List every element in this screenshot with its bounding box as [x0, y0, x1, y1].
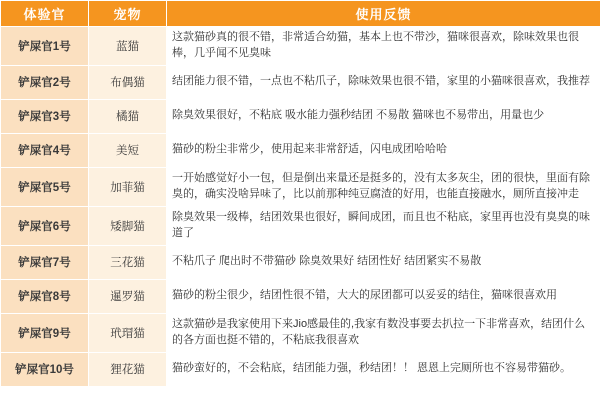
cell-feedback: 这款猫砂真的很不错，非常适合幼猫，基本上也不带沙，猫咪很喜欢，除味效果也很棒，几乎闻不见臭味: [167, 27, 600, 66]
cell-feedback: 不粘爪子 爬出时不带猫砂 除臭效果好 结团性好 结团紧实不易散: [167, 245, 600, 279]
cell-pet: 狸花猫: [89, 352, 167, 386]
cell-user: 铲屎官7号: [1, 245, 89, 279]
table-row: [1, 65, 600, 99]
cell-feedback: 除臭效果很好，不粘底 吸水能力强秒结团 不易散 猫咪也不易带出，用量也少: [167, 99, 600, 133]
cell-pet: 美短: [89, 133, 167, 167]
cell-user: 铲屎官2号: [1, 65, 89, 99]
cell-feedback: 猫砂的粉尘非常少，使用起来非常舒适，闪电成团哈哈哈: [167, 133, 600, 167]
table-row: [1, 133, 600, 167]
cell-user: 铲屎官3号: [1, 99, 89, 133]
cell-pet: 矮脚猫: [89, 206, 167, 245]
table-row: [1, 27, 600, 66]
cell-pet: 布偶猫: [89, 65, 167, 99]
table-header-row: [1, 1, 600, 27]
cell-user: 铲屎官4号: [1, 133, 89, 167]
cell-feedback: 结团能力很不错，一点也不粘爪子，除味效果也很不错，家里的小猫咪很喜欢，我推荐: [167, 65, 600, 99]
cell-user: 铲屎官6号: [1, 206, 89, 245]
cell-user: 铲屎官1号: [1, 27, 89, 66]
table-header: [1, 1, 600, 27]
cell-feedback: 这款猫砂是我家使用下来Jio感最佳的,我家有数没事要去扒拉一下非常喜欢，结团什么的各方面也挺不错的，不粘底我很喜欢: [167, 313, 600, 352]
table-row: [1, 352, 600, 386]
column-header-pet: 宠物: [89, 1, 167, 27]
table-row: [1, 99, 600, 133]
table-row: [1, 167, 600, 206]
cell-pet: 三花猫: [89, 245, 167, 279]
cell-pet: 橘猫: [89, 99, 167, 133]
column-header-feedback: 使用反馈: [167, 1, 600, 27]
cell-feedback: 猫砂蛮好的，不会粘底，结团能力强，秒结团！！ 恩恩上完厕所也不容易带猫砂。: [167, 352, 600, 386]
table-row: [1, 313, 600, 352]
table-body: [1, 27, 600, 387]
cell-pet: 蓝猫: [89, 27, 167, 66]
cell-pet: 玳瑁猫: [89, 313, 167, 352]
cell-user: 铲屎官9号: [1, 313, 89, 352]
cell-feedback: 除臭效果一级棒，结团效果也很好，瞬间成团，而且也不粘底，家里再也没有臭臭的味道了: [167, 206, 600, 245]
cell-feedback: 猫砂的粉尘很少，结团性很不错，大大的尿团都可以妥妥的结住，猫咪很喜欢用: [167, 279, 600, 313]
table-row: [1, 206, 600, 245]
cell-pet: 暹罗猫: [89, 279, 167, 313]
table-row: [1, 245, 600, 279]
table-row: [1, 279, 600, 313]
cell-pet: 加菲猫: [89, 167, 167, 206]
cell-user: 铲屎官8号: [1, 279, 89, 313]
cell-user: 铲屎官5号: [1, 167, 89, 206]
cell-user: 铲屎官10号: [1, 352, 89, 386]
column-header-user: 体验官: [1, 1, 89, 27]
cell-feedback: 一开始感觉好小一包，但是倒出来量还是挺多的，没有太多灰尘，团的很快，里面有除臭的，确实没啥异味了，比以前那种纯豆腐渣的好用，也能直接融水，厕所直接冲走: [167, 167, 600, 206]
